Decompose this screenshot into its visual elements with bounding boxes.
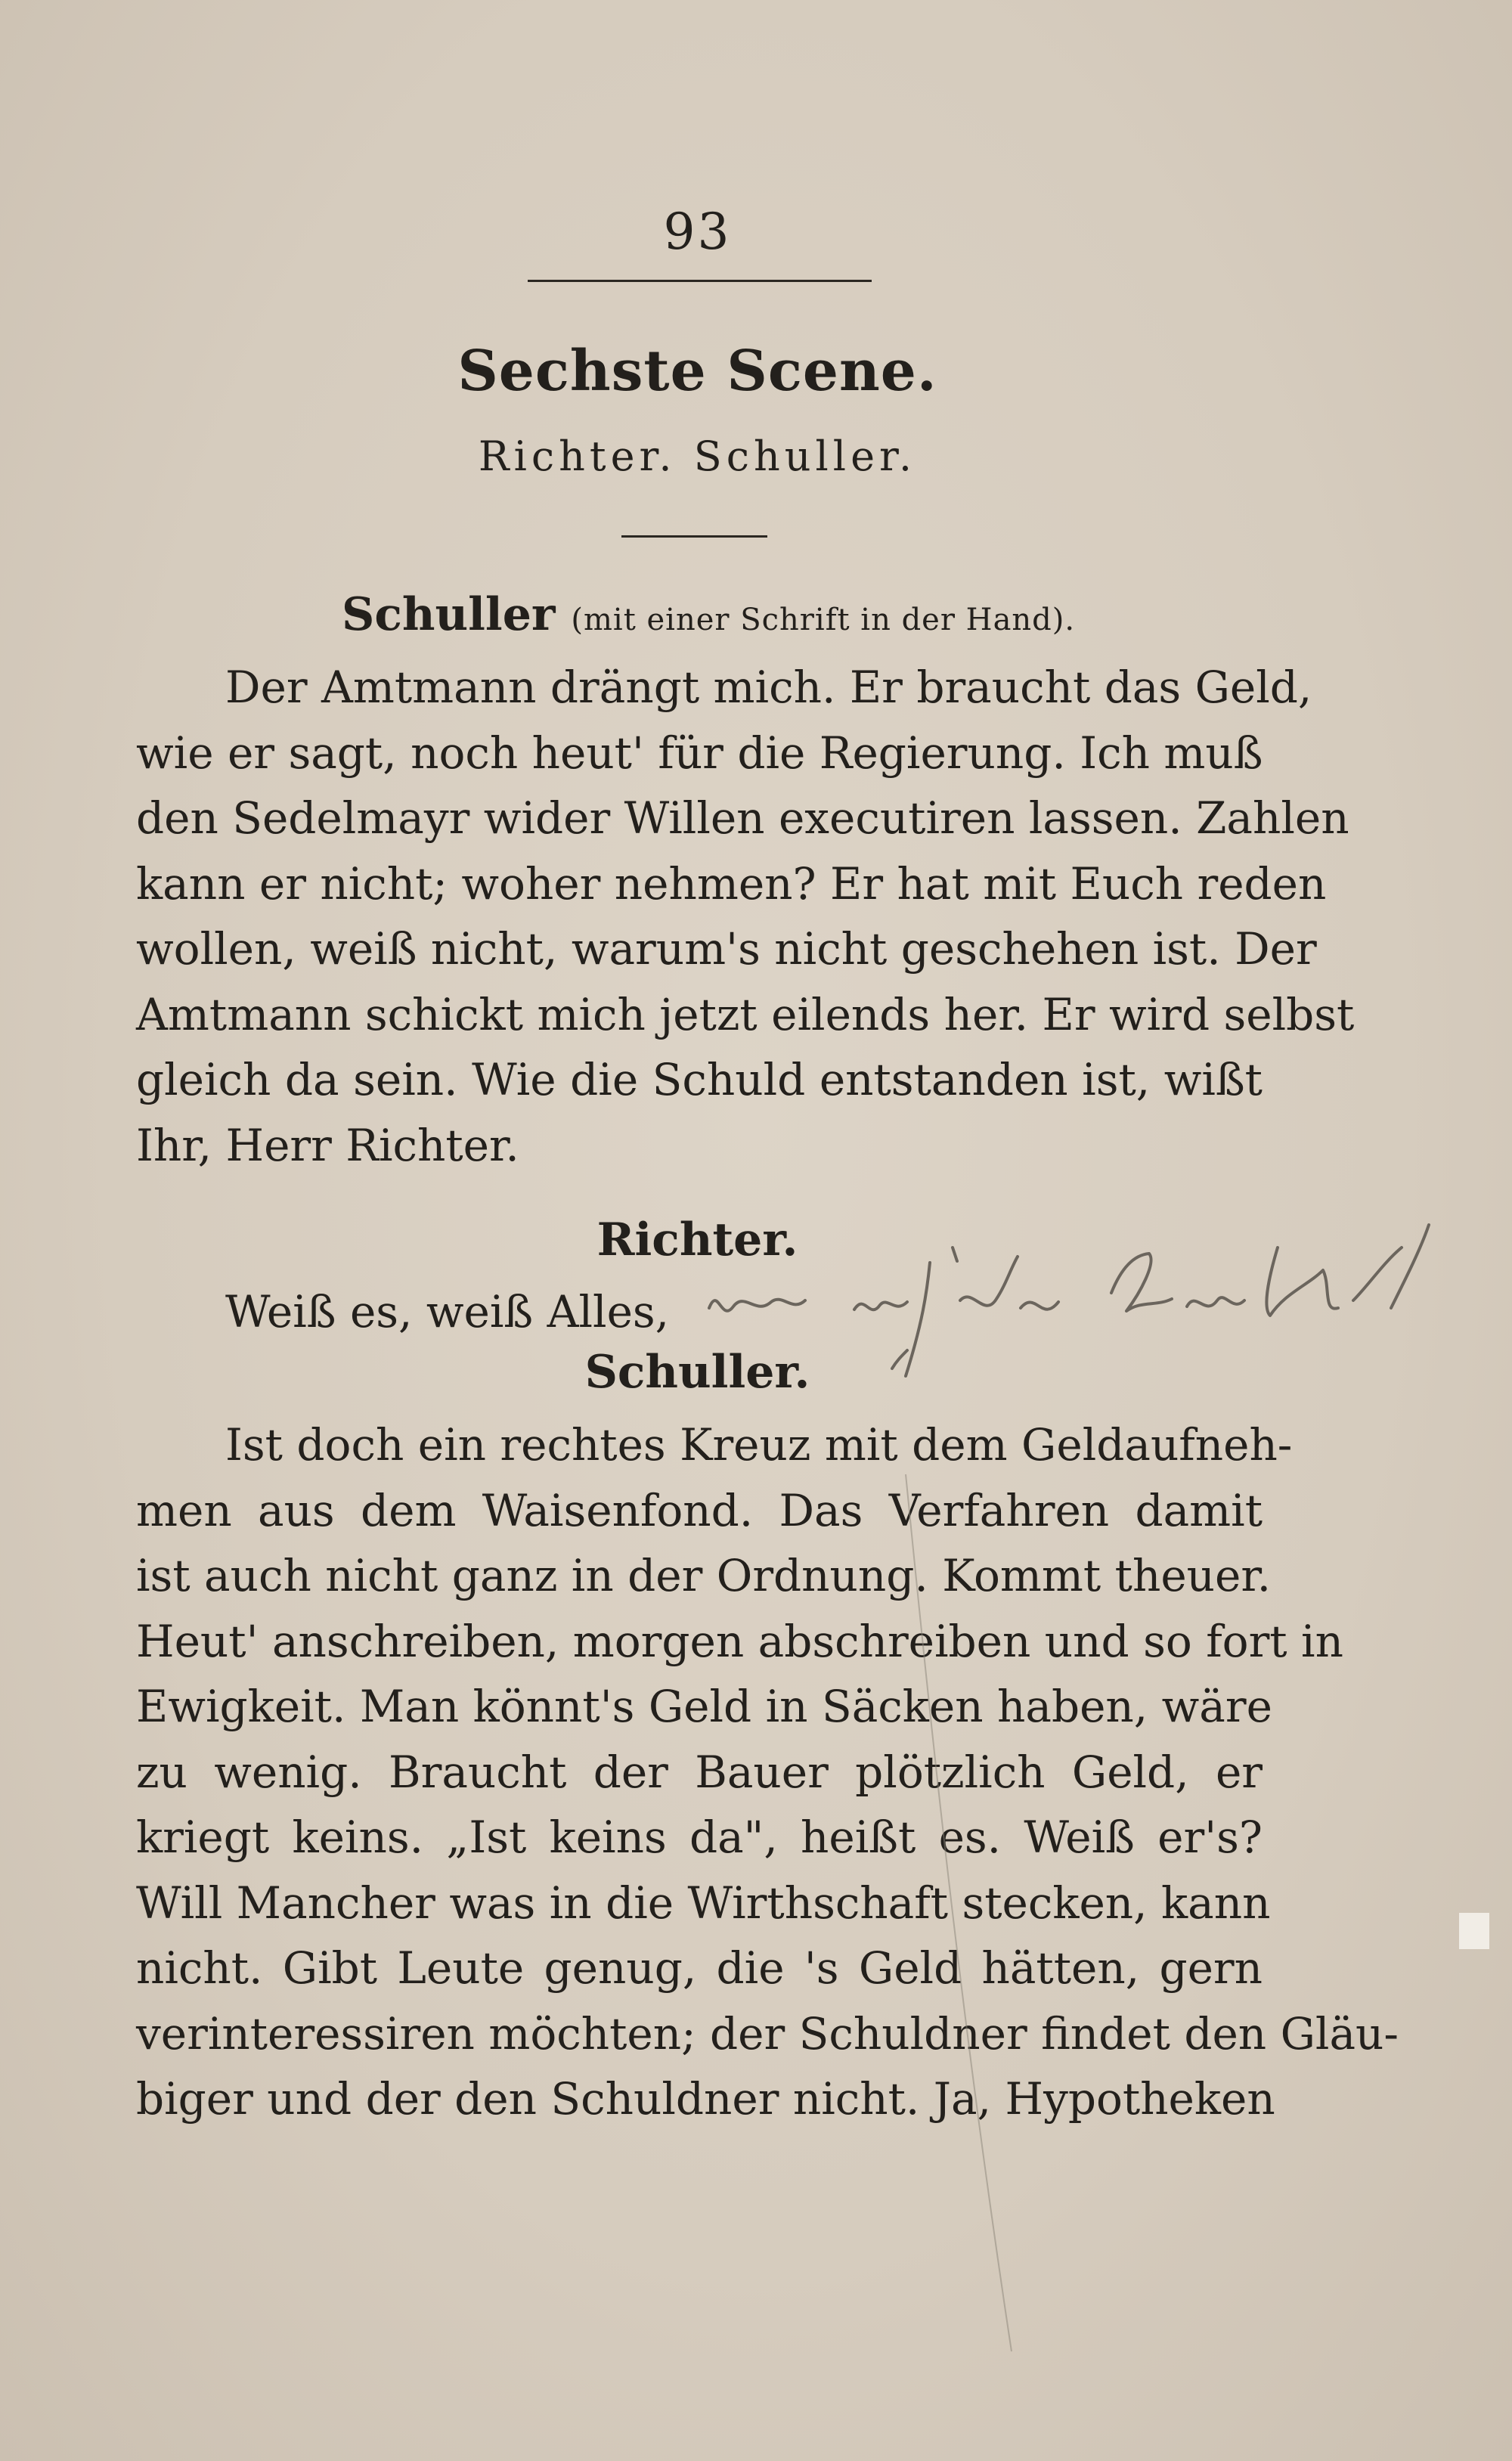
text-line: wollen, weiß nicht, warum's nicht geschehen ist. Der <box>136 923 1317 975</box>
text-line: Heut' anschreiben, morgen abschreiben und so fort in <box>136 1615 1343 1667</box>
speech-text <box>136 1412 1399 2132</box>
page-number: 93 <box>663 203 732 261</box>
speech-text <box>136 655 1355 1178</box>
text-line: zu wenig. Braucht der Bauer plötzlich Geld, er <box>136 1746 1263 1798</box>
text-line: kann er nicht; woher nehmen? Er hat mit Euch reden <box>136 857 1327 910</box>
scene-characters: Richter. Schuller. <box>478 432 917 480</box>
text-line: Weiß es, weiß Alles, <box>225 1286 670 1337</box>
text-line: gleich da sein. Wie die Schuld entstanden ist, wißt <box>136 1054 1263 1105</box>
header-rule <box>528 280 872 282</box>
scene-divider <box>621 535 767 538</box>
paper-blemish <box>1459 1913 1489 1949</box>
text-line: Ewigkeit. Man könnt's Geld in Säcken haben, wäre <box>136 1681 1272 1732</box>
text-line: Amtmann schickt mich jetzt eilends her. Er wird selbst <box>136 988 1355 1040</box>
scene-title: Sechste Scene. <box>457 339 937 404</box>
text-line: biger und der den Schuldner nicht. Ja, Hypotheken <box>136 2073 1275 2125</box>
speaker-heading <box>0 1346 1395 1399</box>
text-line: ist auch nicht ganz in der Ordnung. Kommt theuer. <box>136 1550 1272 1601</box>
speaker-name: Schuller <box>342 588 556 641</box>
speaker-heading <box>342 588 1075 641</box>
stage-direction: (mit einer Schrift in der Hand). <box>571 603 1076 637</box>
text-line: nicht. Gibt Leute genug, die 's Geld hätten, gern <box>136 1942 1263 1994</box>
text-line: Der Amtmann drängt mich. Er braucht das Geld, <box>225 662 1312 713</box>
text-line: wie er sagt, noch heut' für die Regierung. Ich muß <box>136 727 1263 779</box>
text-line: Ihr, Herr Richter. <box>136 1119 519 1171</box>
text-line: den Sedelmayr wider Willen executiren lassen. Zahlen <box>136 792 1349 844</box>
speaker-name: Richter. <box>596 1213 798 1266</box>
pencil-crease-mark <box>898 1474 1019 2351</box>
text-line: Will Mancher was in die Wirthschaft stecken, kann <box>136 1877 1271 1929</box>
text-line: kriegt keins. „Ist keins da", heißt es. Weiß er's? <box>136 1812 1263 1863</box>
speaker-name: Schuller. <box>584 1346 810 1399</box>
text-line: men aus dem Waisenfond. Das Verfahren damit <box>136 1484 1263 1536</box>
text-line: verinteressiren möchten; der Schuldner findet den Gläu- <box>136 2007 1399 2060</box>
text-line: Ist doch ein rechtes Kreuz mit dem Geldaufneh- <box>225 1419 1293 1471</box>
